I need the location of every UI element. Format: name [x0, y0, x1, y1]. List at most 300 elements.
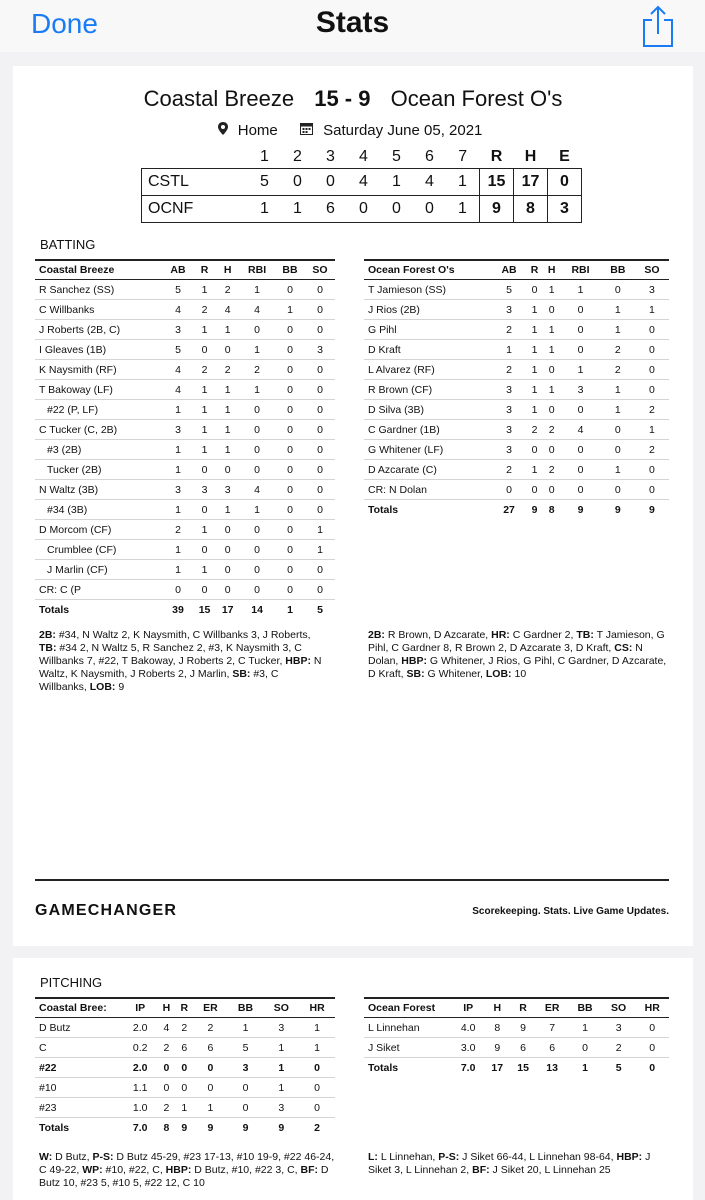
column-header: SO [312, 264, 328, 276]
player-row [35, 340, 335, 360]
note-key: HBP: [401, 655, 427, 667]
player-row [35, 1098, 335, 1118]
team-name-header: Ocean Forest [368, 1002, 436, 1014]
stat-cell: 3 [163, 420, 193, 440]
inning-runs: 5 [260, 173, 269, 190]
stat-cell: 0 [239, 520, 275, 540]
player-name: D Morcom (CF) [35, 520, 163, 540]
player-name: J Roberts (2B, C) [35, 320, 163, 340]
home-pitching-notes [39, 1151, 339, 1190]
game-meta [13, 122, 693, 139]
stat-cell: 0 [305, 320, 335, 340]
player-row [35, 540, 335, 560]
player-name: #22 [35, 1058, 123, 1078]
stat-cell: 1 [601, 320, 635, 340]
stat-cell: 0 [635, 320, 669, 340]
done-button[interactable]: Done [31, 8, 98, 39]
stat-cell: 0 [216, 520, 239, 540]
totals-label: Totals [39, 1121, 70, 1134]
player-name: T Jamieson (SS) [364, 280, 492, 300]
stat-cell: 1 [228, 1018, 264, 1038]
stat-cell: 2.0 [123, 1058, 157, 1078]
column-header: R [519, 1002, 527, 1014]
total-cell: 2 [314, 1121, 320, 1134]
note-value: J Siket 66-44, L Linnehan 98-64, [459, 1151, 617, 1163]
stat-cell: 5 [492, 280, 526, 300]
stat-cell: 1 [216, 320, 239, 340]
stat-cell: 0 [239, 320, 275, 340]
inning-runs: 0 [392, 200, 401, 217]
total-cell: 9 [207, 1121, 214, 1134]
inning-header: 2 [293, 148, 302, 165]
note-key: TB: [576, 629, 594, 641]
inning-header: 6 [425, 148, 434, 165]
stat-cell: 0 [305, 420, 335, 440]
stat-cell: 0 [193, 340, 216, 360]
player-name: D Silva (3B) [364, 400, 492, 420]
note-key: CS: [614, 642, 633, 654]
stat-cell: 5 [228, 1038, 264, 1058]
stat-cell: 1 [163, 460, 193, 480]
stat-cell: 1 [526, 340, 543, 360]
table-body [364, 280, 669, 520]
stat-cell: 1 [526, 320, 543, 340]
stat-cell: 6 [175, 1038, 193, 1058]
stat-cell: 1 [263, 1038, 299, 1058]
player-name: #10 [35, 1078, 123, 1098]
stat-cell: 2 [193, 300, 216, 320]
stat-cell: 0 [275, 400, 305, 420]
player-row [364, 440, 669, 460]
stat-cell: 0 [299, 1098, 335, 1118]
stat-cell: 0 [275, 520, 305, 540]
stat-cell: 5 [163, 340, 193, 360]
stat-cell: 1 [193, 280, 216, 300]
total-cell: 0 [649, 1061, 656, 1074]
stat-cell: 2 [157, 1038, 175, 1058]
stat-cell: 1 [492, 340, 526, 360]
player-name: G Pihl [364, 320, 492, 340]
stat-cell: 3 [635, 280, 669, 300]
stat-cell: 1 [601, 400, 635, 420]
stat-cell: 7 [536, 1018, 568, 1038]
rhe-header: R [490, 148, 503, 165]
stat-cell: 5 [163, 280, 193, 300]
inning-runs: 1 [458, 200, 467, 217]
stat-cell: 0 [305, 460, 335, 480]
line-score-row [142, 196, 582, 223]
stat-cell: 1 [263, 1058, 299, 1078]
note-key: LOB: [485, 668, 512, 680]
total-cell: 17 [491, 1061, 504, 1074]
player-name: CR: N Dolan [364, 480, 492, 500]
stat-cell: 0 [601, 480, 635, 500]
stat-cell: 1 [163, 400, 193, 420]
away-team-name: Ocean Forest O's [390, 86, 563, 111]
player-row [35, 320, 335, 340]
player-name: J Rios (2B) [364, 300, 492, 320]
stat-cell: 1 [601, 380, 635, 400]
stat-cell: 1.0 [123, 1098, 157, 1118]
table-head [364, 260, 669, 280]
stat-cell: 1 [216, 380, 239, 400]
stat-cell: 0 [305, 300, 335, 320]
line-score-row [142, 169, 582, 196]
rhe-value: 9 [480, 196, 514, 223]
total-cell: 8 [163, 1121, 170, 1134]
player-name: T Bakoway (LF) [35, 380, 163, 400]
player-row [364, 1038, 669, 1058]
stat-cell: 3.0 [452, 1038, 484, 1058]
stat-cell: 0 [275, 480, 305, 500]
note-value: L Linnehan, [377, 1151, 439, 1163]
stat-cell: 0 [635, 480, 669, 500]
stat-cell: 0 [275, 320, 305, 340]
stat-cell: 0 [526, 280, 543, 300]
away-batting-notes [368, 629, 670, 681]
player-name: Tucker (2B) [35, 460, 163, 480]
stat-cell: 1 [193, 1098, 227, 1118]
stat-cell: 0 [239, 560, 275, 580]
stat-cell: 1 [239, 340, 275, 360]
player-name: #22 (P, LF) [35, 400, 163, 420]
share-icon[interactable] [640, 4, 676, 48]
stat-cell: 1 [216, 400, 239, 420]
total-cell: 9 [278, 1121, 285, 1134]
stat-cell: 1 [239, 280, 275, 300]
note-key: SB: [232, 668, 251, 680]
stat-cell: 0 [275, 500, 305, 520]
final-score: 15 - 9 [314, 86, 371, 111]
table-head [35, 998, 335, 1018]
column-header: R [200, 264, 209, 276]
totals-label: Totals [39, 603, 70, 616]
stat-cell: 2 [157, 1098, 175, 1118]
player-row [35, 520, 335, 540]
report-page-1 [13, 66, 693, 946]
player-name: #34 (3B) [35, 500, 163, 520]
note-key: WP: [82, 1164, 103, 1176]
column-header: H [493, 1002, 502, 1014]
stat-cell: 1 [560, 280, 601, 300]
stat-cell: 0 [193, 580, 216, 600]
stat-cell: 1 [543, 380, 560, 400]
stat-cell: 0 [193, 540, 216, 560]
stat-cell: 0 [228, 1098, 264, 1118]
note-key: 2B: [39, 629, 56, 641]
stat-cell: 0 [635, 360, 669, 380]
stat-cell: 0 [305, 280, 335, 300]
stat-cell: 3 [163, 320, 193, 340]
header-row [364, 998, 669, 1018]
totals-row [35, 1118, 335, 1138]
player-row [364, 340, 669, 360]
stat-cell: 0 [163, 580, 193, 600]
stat-cell: 1 [543, 340, 560, 360]
stat-cell: 3 [602, 1018, 636, 1038]
player-row [35, 460, 335, 480]
stat-cell: 0 [239, 440, 275, 460]
stat-cell: 2 [635, 440, 669, 460]
game-location: Home [237, 122, 278, 139]
stat-cell: 0 [568, 1038, 602, 1058]
totals-row [364, 1058, 669, 1078]
stat-cell: 1 [526, 400, 543, 420]
stat-cell: 0 [601, 440, 635, 460]
stat-cell: 0 [193, 500, 216, 520]
column-header: H [223, 264, 232, 276]
player-name: C Willbanks [35, 300, 163, 320]
totals-label: Totals [368, 1061, 399, 1074]
note-key: P-S: [92, 1151, 114, 1163]
page-title: Stats [315, 6, 390, 39]
total-cell: 39 [172, 603, 184, 616]
player-row [35, 300, 335, 320]
stat-cell: 2 [492, 360, 526, 380]
stat-cell: 2 [216, 280, 239, 300]
note-value: T Jamieson, G Pihl, C Gardner 8, R Brown 2, D Azcarate 3, D Kraft, [368, 629, 665, 654]
gamechanger-tagline: Scorekeeping. Stats. Live Game Updates. [472, 906, 669, 917]
rhe-value: 15 [480, 169, 514, 196]
stat-cell: 0 [305, 400, 335, 420]
player-name: CR: C (P [35, 580, 163, 600]
stat-cell: 4 [239, 300, 275, 320]
note-value: 10 [511, 668, 527, 680]
player-row [35, 1038, 335, 1058]
note-key: HBP: [616, 1151, 643, 1163]
stat-cell: 2 [601, 340, 635, 360]
player-name: C Gardner (1B) [364, 420, 492, 440]
inning-runs: 1 [392, 173, 401, 190]
table-body [35, 1018, 335, 1138]
player-name: J Marlin (CF) [35, 560, 163, 580]
total-cell: 27 [503, 503, 515, 516]
total-cell: 13 [546, 1061, 558, 1074]
line-score-header [142, 146, 582, 169]
player-name: C Tucker (C, 2B) [35, 420, 163, 440]
note-key: HR: [491, 629, 510, 641]
stat-cell: 0 [216, 560, 239, 580]
player-row [35, 380, 335, 400]
stat-cell: 2 [543, 420, 560, 440]
stat-cell: 1 [216, 440, 239, 460]
stat-cell: 1 [299, 1018, 335, 1038]
stat-cell: 0 [216, 460, 239, 480]
stat-cell: 0 [299, 1078, 335, 1098]
note-value: D Butz 45-29, #23 17-13, #10 19-9, #22 46-24, C 49-22, [39, 1151, 335, 1176]
stat-cell: 3 [263, 1018, 299, 1038]
team-abbr: CSTL [142, 169, 249, 196]
note-value: #34, N Waltz 2, K Naysmith, C Willbanks 3, J Roberts, [55, 629, 311, 641]
team-name-header: Coastal Bree: [39, 1002, 107, 1014]
total-cell: 9 [242, 1121, 249, 1134]
stat-cell: 0 [239, 540, 275, 560]
column-header: BB [577, 1002, 593, 1014]
inning-header: 5 [392, 148, 401, 165]
total-cell: 7.0 [460, 1061, 476, 1074]
stat-cell: 0 [543, 440, 560, 460]
player-name: R Sanchez (SS) [35, 280, 163, 300]
note-value: #3, C Willbanks, [39, 668, 279, 693]
stat-cell: 1 [299, 1038, 335, 1058]
stat-cell: 1 [305, 520, 335, 540]
total-cell: 17 [221, 603, 234, 616]
stat-cell: 0 [275, 380, 305, 400]
stat-cell: 3 [492, 380, 526, 400]
stat-cell: 0 [635, 460, 669, 480]
stat-cell: 0 [275, 460, 305, 480]
stat-cell: 8 [484, 1018, 510, 1038]
note-value: D Butz 10, #23 5, #10 5, #22 12, C 10 [39, 1164, 329, 1189]
stat-cell: 0 [560, 440, 601, 460]
stat-cell: 0 [305, 380, 335, 400]
inning-header: 3 [326, 148, 335, 165]
total-cell: 1 [287, 603, 293, 616]
team-abbr: OCNF [142, 196, 249, 223]
stat-cell: 0 [275, 560, 305, 580]
player-row [364, 400, 669, 420]
column-header: IP [135, 1002, 146, 1014]
stat-cell: 0 [275, 540, 305, 560]
player-row [35, 440, 335, 460]
player-row [35, 360, 335, 380]
player-row [35, 580, 335, 600]
stat-cell: 0 [228, 1078, 264, 1098]
inning-runs: 0 [425, 200, 434, 217]
stat-cell: 0 [560, 460, 601, 480]
player-row [35, 500, 335, 520]
note-key: 2B: [368, 629, 385, 641]
stat-cell: 0 [635, 1018, 669, 1038]
stat-cell: 6 [536, 1038, 568, 1058]
stat-cell: 0 [543, 360, 560, 380]
stat-cell: 0 [305, 480, 335, 500]
player-row [35, 1078, 335, 1098]
note-key: L: [368, 1151, 378, 1163]
stat-cell: 4 [216, 300, 239, 320]
location-pin-icon [218, 122, 228, 135]
stat-cell: 6 [193, 1038, 227, 1058]
column-header: RBI [248, 264, 267, 276]
stat-cell: 1 [193, 380, 216, 400]
rhe-value: 0 [548, 169, 582, 196]
away-batting-table [364, 259, 669, 519]
note-value: N Dolan, [368, 642, 643, 667]
note-key: LOB: [89, 681, 116, 693]
column-header: IP [463, 1002, 474, 1014]
stat-cell: 1 [175, 1098, 193, 1118]
stat-cell: 3 [492, 300, 526, 320]
player-row [364, 420, 669, 440]
stat-cell: 0 [299, 1058, 335, 1078]
stat-cell: 0 [635, 340, 669, 360]
stat-cell: 3 [228, 1058, 264, 1078]
note-key: BF: [472, 1164, 490, 1176]
game-header [13, 86, 693, 112]
stat-cell: 0 [275, 340, 305, 360]
stat-cell: 0 [239, 460, 275, 480]
player-name: G Whitener (LF) [364, 440, 492, 460]
team-name-header: Ocean Forest O's [368, 264, 455, 276]
stat-cell: 0.2 [123, 1038, 157, 1058]
column-header: AB [501, 264, 517, 276]
inning-header: 1 [260, 148, 269, 165]
stat-cell: 0 [275, 420, 305, 440]
total-cell: 9 [649, 503, 655, 516]
note-key: SB: [406, 668, 425, 680]
home-batting-table [35, 259, 335, 619]
note-value: J Siket 20, L Linnehan 25 [489, 1164, 611, 1176]
gamechanger-logo: GAMECHANGER [35, 902, 178, 919]
header-row [35, 260, 335, 280]
rhe-header: H [524, 148, 537, 165]
total-cell: 9 [531, 503, 538, 516]
column-header: SO [644, 264, 660, 276]
stat-cell: 1 [193, 320, 216, 340]
note-value: N Waltz, K Naysmith, J Roberts 2, J Marlin, [39, 655, 322, 680]
stat-cell: 3 [216, 480, 239, 500]
stat-cell: 1 [163, 560, 193, 580]
stat-cell: 2 [239, 360, 275, 380]
column-header: H [547, 264, 556, 276]
totals-row [364, 500, 669, 520]
stat-cell: 2.0 [123, 1018, 157, 1038]
column-header: H [162, 1002, 171, 1014]
total-cell: 9 [614, 503, 621, 516]
stat-cell: 0 [239, 580, 275, 600]
note-value: R Brown, D Azcarate, [384, 629, 492, 641]
column-header: SO [611, 1002, 627, 1014]
note-value: D Butz, #10, #22 3, C, [191, 1164, 301, 1176]
team-name-header: Coastal Breeze [39, 264, 115, 276]
note-key: BF: [300, 1164, 318, 1176]
stat-cell: 4 [163, 380, 193, 400]
stat-cell: 1 [193, 400, 216, 420]
player-name: K Naysmith (RF) [35, 360, 163, 380]
batting-section-title: BATTING [40, 237, 96, 252]
player-name: #23 [35, 1098, 123, 1118]
stat-cell: 1 [305, 540, 335, 560]
inning-header: 7 [458, 148, 468, 165]
stat-cell: 3 [492, 400, 526, 420]
stat-cell: 1 [263, 1078, 299, 1098]
column-header: HR [644, 1002, 660, 1014]
stat-cell: 4 [163, 360, 193, 380]
stat-cell: 3 [305, 340, 335, 360]
stat-cell: 3 [163, 480, 193, 500]
player-name: #3 (2B) [35, 440, 163, 460]
note-value: J Siket 3, L Linnehan 2, [368, 1151, 651, 1176]
stat-cell: 1 [560, 360, 601, 380]
stat-cell: 0 [560, 320, 601, 340]
note-value: 9 [115, 681, 125, 693]
stat-cell: 1 [163, 440, 193, 460]
stat-cell: 2 [175, 1018, 193, 1038]
stat-cell: 1 [163, 500, 193, 520]
stat-cell: 1 [193, 560, 216, 580]
stat-cell: 2 [601, 360, 635, 380]
stat-cell: 2 [543, 460, 560, 480]
note-key: TB: [39, 642, 57, 654]
stat-cell: 0 [543, 480, 560, 500]
rhe-header: E [559, 148, 570, 165]
stat-cell: 0 [175, 1058, 193, 1078]
stat-cell: 0 [560, 340, 601, 360]
inning-runs: 6 [326, 200, 335, 217]
player-row [364, 360, 669, 380]
stat-cell: 0 [305, 500, 335, 520]
stat-cell: 1 [568, 1018, 602, 1038]
